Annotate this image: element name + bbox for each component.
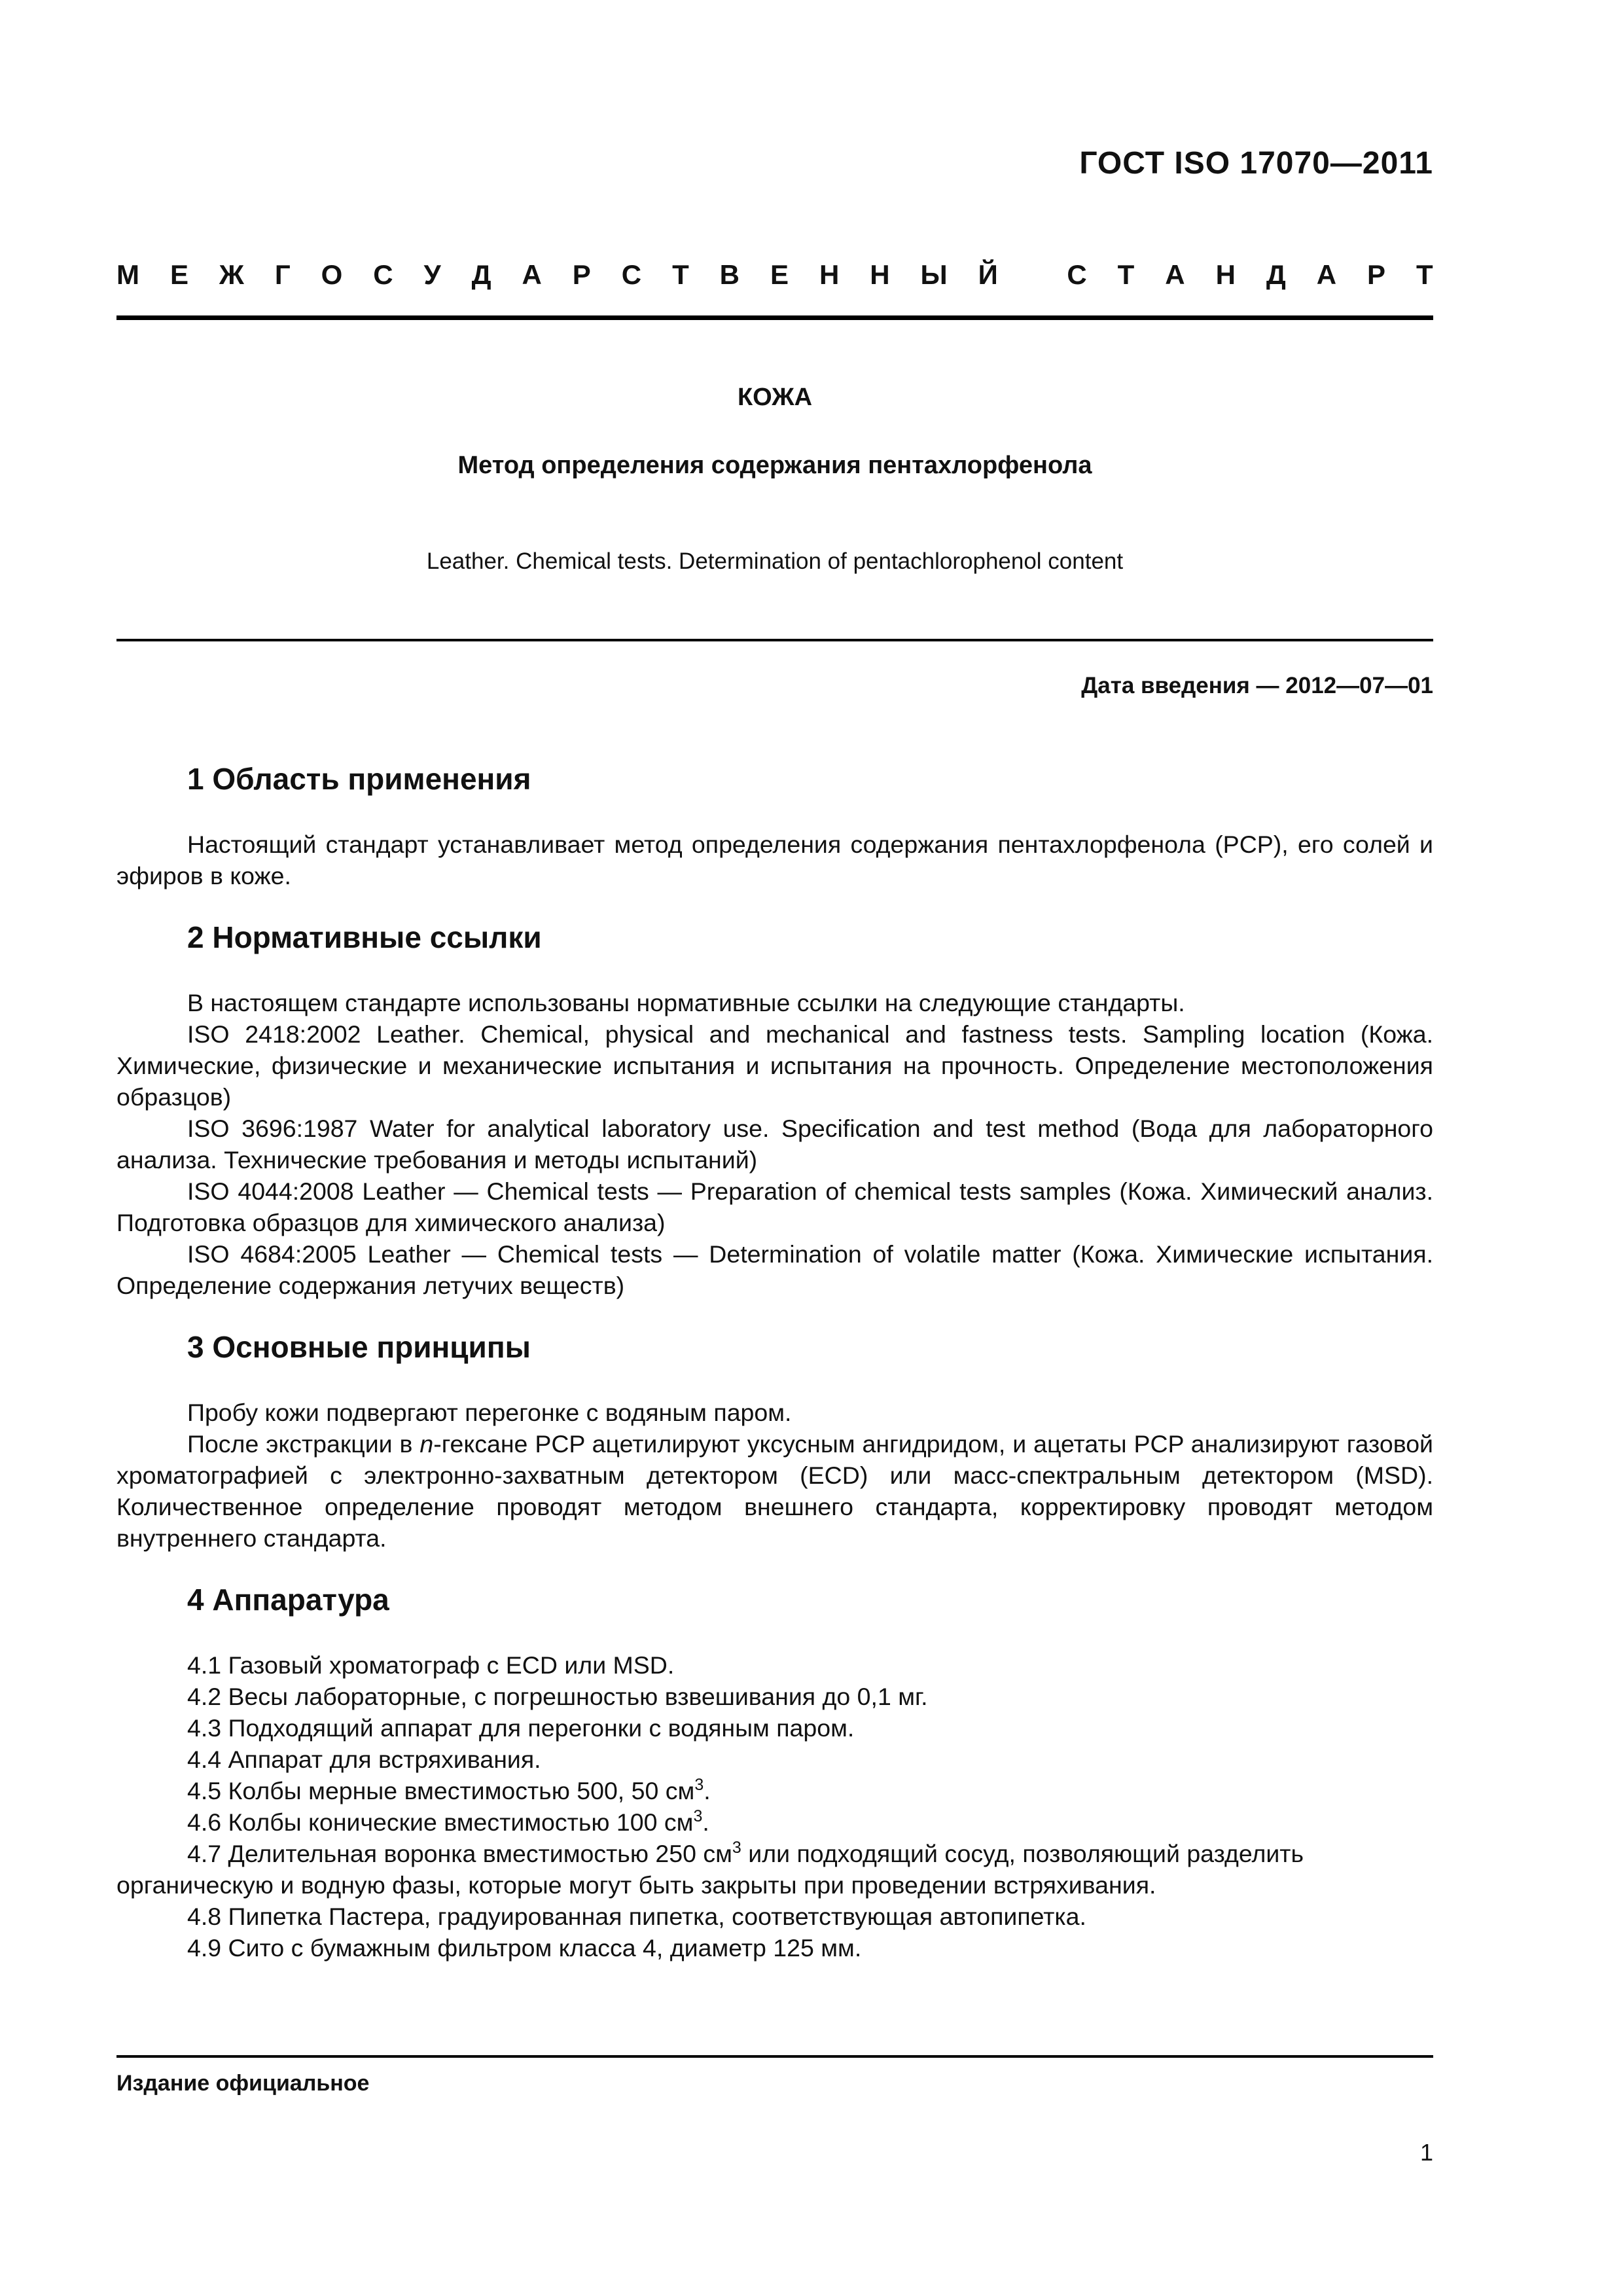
section-2-heading: 2 Нормативные ссылки bbox=[187, 920, 542, 954]
banner-letter: М bbox=[116, 259, 139, 290]
footer-rule bbox=[116, 2055, 1433, 2058]
banner-letter: В bbox=[719, 259, 740, 290]
banner-letter: Е bbox=[770, 259, 789, 290]
apparatus-item: 4.6 Колбы конические вместимостью 100 $см^3$. bbox=[187, 1807, 709, 1836]
banner-letter: С bbox=[1067, 259, 1087, 290]
apparatus-item: 4.8 Пипетка Пастера, градуированная пипетка, соответствующая автопипетка. bbox=[187, 1903, 1086, 1930]
normative-reference: ISO 4684:2005 Leather — Chemical tests — Determination of volatile matter (Кожа. Химические испытания. Определение содержания летучих веществ) bbox=[116, 1240, 1433, 1299]
section-2-intro: В настоящем стандарте использованы нормативные ссылки на следующие стандарты. bbox=[187, 989, 1185, 1016]
section-1-text: Настоящий стандарт устанавливает метод определения содержания пентахлорфенола (PCP), его солей и эфиров в коже. bbox=[116, 831, 1433, 889]
banner-letter: А bbox=[522, 259, 542, 290]
apparatus-item: 4.1 Газовый хроматограф с ECD или MSD. bbox=[187, 1651, 675, 1679]
standard-number: ГОСТ ISO 17070—2011 bbox=[1079, 146, 1433, 181]
page-number: 1 bbox=[1419, 2139, 1433, 2166]
banner-letter: Е bbox=[169, 259, 188, 290]
section-1-heading: 1 Область применения bbox=[187, 762, 531, 796]
banner-letter: Ж bbox=[219, 259, 244, 290]
apparatus-item: 4.2 Весы лабораторные, с погрешностью взвешивания до 0,1 мг. bbox=[187, 1683, 928, 1710]
title-rule bbox=[116, 639, 1433, 641]
banner-letter: Ы bbox=[920, 259, 948, 290]
banner-letter: С bbox=[621, 259, 642, 290]
banner-letter: Н bbox=[819, 259, 840, 290]
top-rule bbox=[116, 315, 1433, 320]
banner-letter bbox=[1029, 259, 1037, 291]
banner-letter: Т bbox=[1117, 259, 1135, 290]
normative-reference: ISO 2418:2002 Leather. Chemical, physical and mechanical and fastness tests. Sampling location (Кожа. Химические, физические и механические испытания и испытания на прочность. Определение местоположения образцов) bbox=[116, 1020, 1433, 1111]
banner-letter: О bbox=[321, 259, 343, 290]
document-title: КОЖА bbox=[737, 384, 813, 411]
apparatus-item: 4.7 Делительная воронка вместимостью 250 $см^3$ или подходящий сосуд, позволяющий разделить органическую и водную фазы, которые могут быть закрыты при проведении встряхивания. bbox=[116, 1839, 1304, 1899]
introduction-date: Дата введения — 2012—07—01 bbox=[1081, 673, 1433, 698]
banner-letter: Р bbox=[572, 259, 591, 290]
section-3-text-1: Пробу кожи подвергают перегонке с водяным паром. bbox=[187, 1399, 792, 1426]
normative-reference: ISO 3696:1987 Water for analytical laboratory use. Specification and test method (Вода для лабораторного анализа. Технические требования и методы испытаний) bbox=[116, 1115, 1433, 1174]
section-4-heading: 4 Аппаратура bbox=[187, 1583, 389, 1617]
apparatus-item: 4.5 Колбы мерные вместимостью 500, 50 $см^3$. bbox=[187, 1776, 711, 1804]
banner-letter: А bbox=[1316, 259, 1337, 290]
apparatus-item: 4.3 Подходящий аппарат для перегонки с водяным паром. bbox=[187, 1714, 855, 1742]
banner-letter: Р bbox=[1367, 259, 1386, 290]
apparatus-item: 4.9 Сито с бумажным фильтром класса 4, диаметр 125 мм. bbox=[187, 1934, 862, 1962]
banner-letter: Г bbox=[274, 259, 291, 290]
banner-letter: Д bbox=[471, 259, 491, 290]
banner-letter: Т bbox=[1416, 259, 1433, 290]
banner-letter: Й bbox=[978, 259, 998, 290]
document-subtitle: Метод определения содержания пентахлорфенола bbox=[457, 452, 1092, 479]
english-title: Leather. Chemical tests. Determination of pentachlorophenol content bbox=[426, 548, 1124, 574]
apparatus-list bbox=[116, 1649, 1433, 1964]
normative-reference: ISO 4044:2008 Leather — Chemical tests — Preparation of chemical tests samples (Кожа. Химический анализ. Подготовка образцов для химического анализа) bbox=[116, 1177, 1433, 1236]
interstate-standard-banner bbox=[116, 259, 1433, 291]
section-3-heading: 3 Основные принципы bbox=[187, 1330, 531, 1364]
banner-letter: Д bbox=[1266, 259, 1286, 290]
document-body bbox=[116, 761, 1433, 1964]
banner-letter: А bbox=[1165, 259, 1185, 290]
banner-letter: Н bbox=[1215, 259, 1236, 290]
official-edition-label: Издание официальное bbox=[116, 2071, 370, 2096]
section-3-text-2: После экстракции в n-гексане PCP ацетилируют уксусным ангидридом, и ацетаты PCP анализируют газовой хроматографией с электронно-захватным детектором (ECD) или масс-спектральным детектором (MSD). Количественное определение проводят методом внешнего стандарта, корректировку проводят методом внутреннего стандарта. bbox=[116, 1430, 1433, 1552]
banner-letter: С bbox=[373, 259, 393, 290]
banner-letter: Т bbox=[672, 259, 689, 290]
apparatus-item: 4.4 Аппарат для встряхивания. bbox=[187, 1746, 541, 1773]
banner-letter: Н bbox=[870, 259, 890, 290]
banner-letter: У bbox=[423, 259, 441, 290]
